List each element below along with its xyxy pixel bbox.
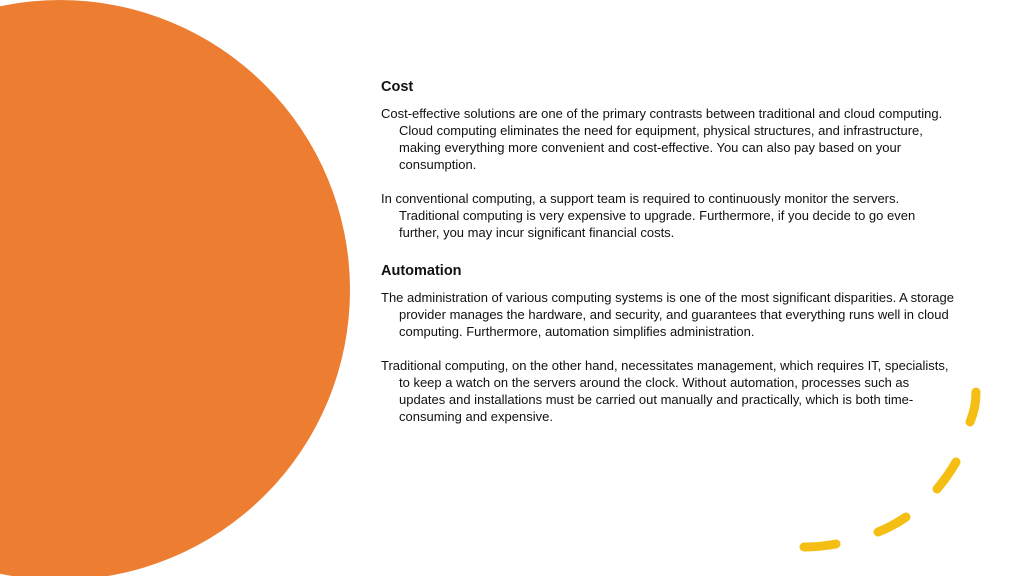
dash-segment <box>970 392 976 422</box>
text-content <box>381 78 956 442</box>
section-title-cost: Cost <box>381 79 414 95</box>
dash-segment <box>878 517 906 532</box>
orange-circle-shape <box>0 0 350 576</box>
dash-segment <box>804 544 836 547</box>
section-title-automation: Automation <box>381 263 462 279</box>
automation-paragraph-2: Traditional computing, on the other hand, necessitates management, which requires IT, specialists, to keep a watch on the servers around the clock. Without automation, processes such as updates and installations must be carried out manually and practically, which is both time-consuming and expensive. <box>381 358 949 424</box>
automation-paragraph-1: The administration of various computing systems is one of the most significant disparities. A storage provider manages the hardware, and security, and guarantees that everything runs well in cloud computing. Furthermore, automation simplifies administration. <box>381 290 954 339</box>
cost-paragraph-2: In conventional computing, a support team is required to continuously monitor the servers. Traditional computing is very expensive to upgrade. Furthermore, if you decide to go even further, you may incur significant financial costs. <box>381 191 916 240</box>
cost-paragraph-1: Cost-effective solutions are one of the primary contrasts between traditional and cloud computing. Cloud computing eliminates the need for equipment, physical structures, and infrastructure, making everything more convenient and cost-effective. You can also pay based on your consumption. <box>381 106 943 172</box>
dash-segment <box>937 462 956 489</box>
